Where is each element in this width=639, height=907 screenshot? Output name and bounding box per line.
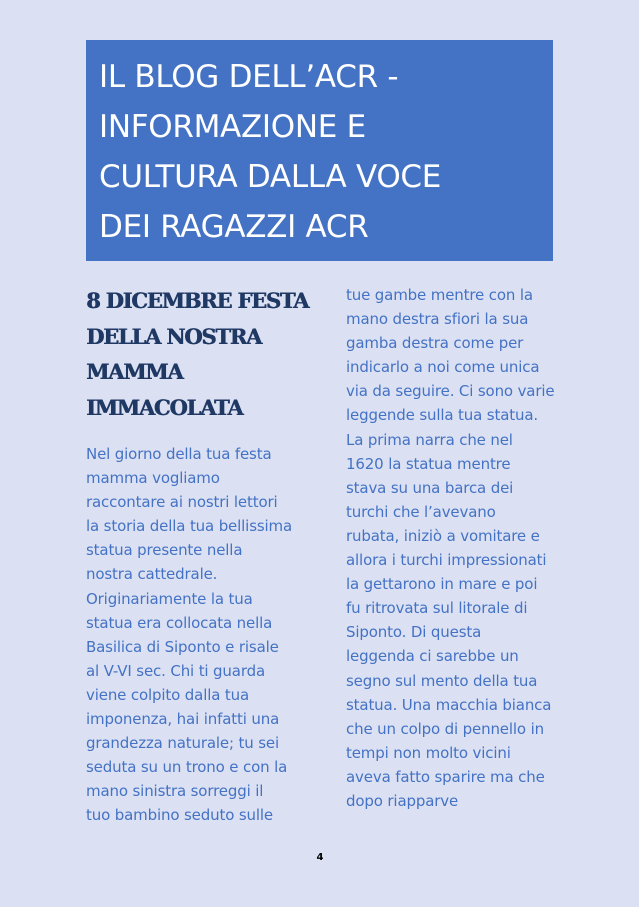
body-text-line: dopo riapparve bbox=[346, 791, 459, 810]
body-text-line: la storia della tua bellissima bbox=[86, 517, 293, 536]
banner-title-line: IL BLOG DELL’ACR - bbox=[99, 59, 399, 95]
body-text-line: mano destra sfiori la sua bbox=[346, 310, 529, 329]
body-text-line: allora i turchi impressionati bbox=[346, 551, 547, 570]
banner-title-line: CULTURA DALLA VOCE bbox=[99, 159, 442, 195]
body-text-line: Siponto. Di questa bbox=[346, 623, 482, 642]
right-column bbox=[346, 283, 556, 813]
body-text-line: raccontare ai nostri lettori bbox=[86, 493, 278, 512]
body-text-line: segno sul mento della tua bbox=[346, 671, 538, 690]
article-heading bbox=[86, 283, 309, 425]
body-text-line: nostra cattedrale. bbox=[86, 565, 218, 584]
body-text-line: rubata, iniziò a vomitare e bbox=[346, 526, 540, 545]
body-text-line: statua presente nella bbox=[86, 541, 243, 560]
body-text-line: stava su una barca dei bbox=[346, 478, 514, 497]
article-body-left bbox=[86, 442, 301, 828]
body-text-line: la gettarono in mare e poi bbox=[346, 575, 538, 594]
body-text-line: aveva fatto sparire ma che bbox=[346, 767, 545, 786]
body-text-line: via da seguire. Ci sono varie bbox=[346, 382, 555, 401]
article-body-right bbox=[346, 283, 556, 813]
body-text-line: fu ritrovata sul litorale di bbox=[346, 599, 528, 618]
body-text-line: grandezza naturale; tu sei bbox=[86, 734, 279, 753]
body-text-line: tempi non molto vicini bbox=[346, 743, 511, 762]
body-text-line: seduta su un trono e con la bbox=[86, 758, 288, 777]
body-text-line: mamma vogliamo bbox=[86, 469, 220, 488]
banner-title-line: INFORMAZIONE E bbox=[99, 109, 366, 145]
article-heading-line: IMMACOLATA bbox=[86, 394, 243, 420]
banner-title-line: DEI RAGAZZI ACR bbox=[99, 209, 369, 245]
body-text-line: statua. Una macchia bianca bbox=[346, 695, 552, 714]
body-text-line: al V-VI sec. Chi ti guarda bbox=[86, 661, 265, 680]
body-text-line: imponenza, hai infatti una bbox=[86, 710, 280, 729]
left-column bbox=[86, 283, 309, 828]
article-heading-line: DELLA NOSTRA bbox=[86, 323, 261, 349]
body-text-line: Nel giorno della tua festa bbox=[86, 445, 272, 463]
body-text-line: Basilica di Siponto e risale bbox=[86, 637, 279, 656]
body-text-line: che un colpo di pennello in bbox=[346, 719, 544, 738]
body-text-line: leggende sulla tua statua. bbox=[346, 406, 538, 425]
body-text-line: Originariamente la tua bbox=[86, 589, 253, 608]
body-text-line: tuo bambino seduto sulle bbox=[86, 806, 273, 825]
title-banner bbox=[86, 40, 553, 261]
body-text-line: leggenda ci sarebbe un bbox=[346, 647, 519, 666]
body-text-line: mano sinistra sorreggi il bbox=[86, 782, 264, 801]
body-text-line: gamba destra come per bbox=[346, 334, 524, 353]
body-text-line: La prima narra che nel bbox=[346, 430, 513, 449]
body-text-line: turchi che l’avevano bbox=[346, 502, 496, 521]
body-text-line: tue gambe mentre con la bbox=[346, 286, 533, 304]
body-text-line: viene colpito dalla tua bbox=[86, 685, 250, 704]
article-heading-line: 8 DICEMBRE FESTA bbox=[86, 288, 309, 313]
article-heading-line: MAMMA bbox=[86, 359, 183, 384]
body-text-line: statua era collocata nella bbox=[86, 613, 273, 632]
body-text-line: 1620 la statua mentre bbox=[346, 454, 511, 473]
body-text-line: indicarlo a noi come unica bbox=[346, 358, 540, 377]
page-number: 4 bbox=[316, 852, 324, 863]
